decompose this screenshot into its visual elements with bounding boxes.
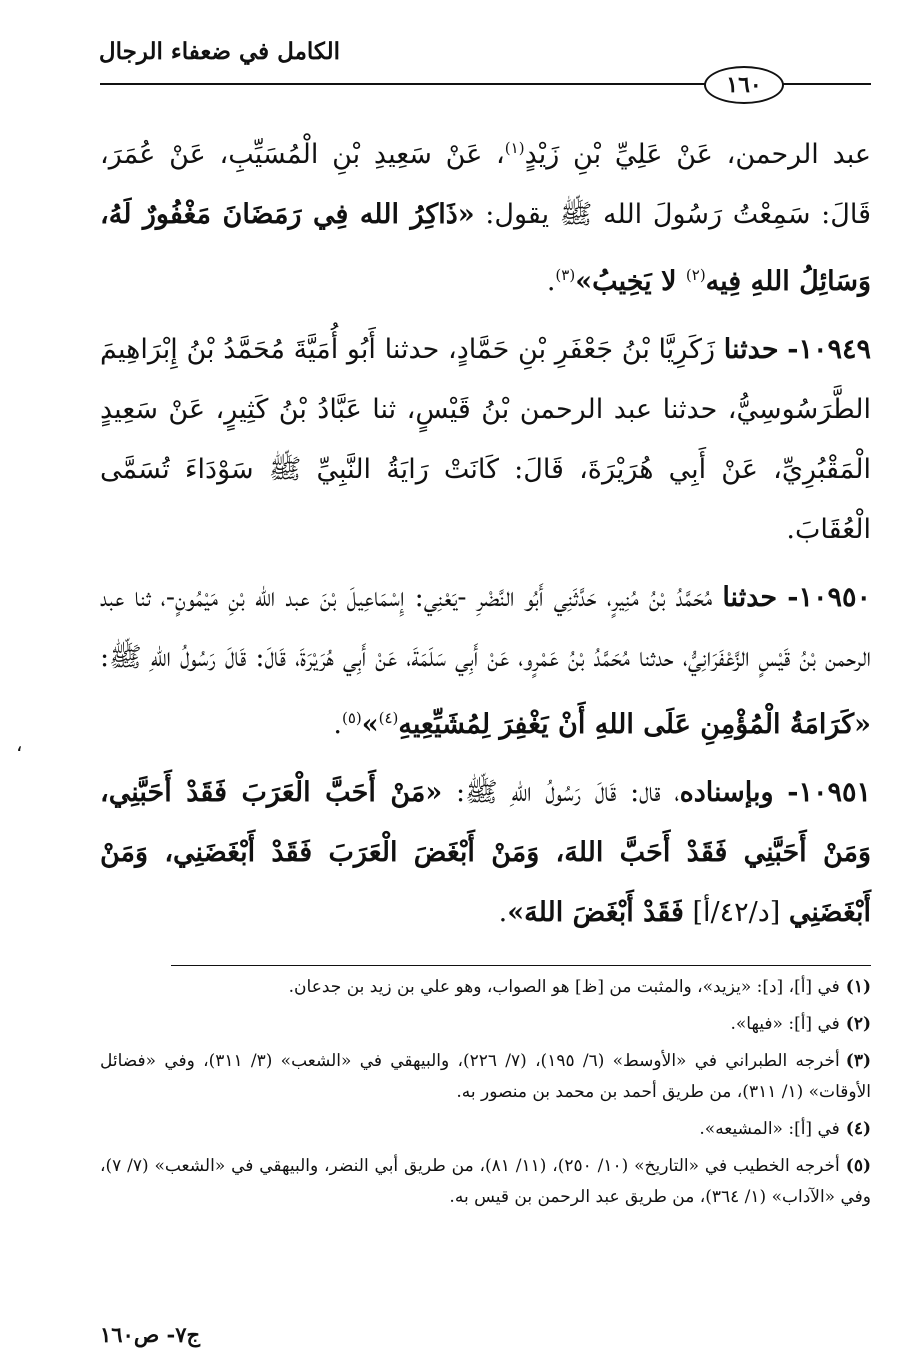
hadith-text: مُحَمَّدُ بْنُ مُنِيرٍ، حَدَّثَنِي أَبُو النَّضْرِ -يَعْنِي: إِسْمَاعِيلَ بْنَ عبد الله بْنِ مَيْمُونٍ-، ثنا عبد الرحمن بْنُ قَيْسٍ الزَّعْفَرَانِيُّ، حدثنا مُحَمَّدُ بْنُ عَمْرٍو، عَنْ أَبِي سَلَمَةَ، عَنْ أَبِي هُرَيْرَةَ، قَالَ: قَالَ رَسُولُ اللهِ ﷺ: bbox=[100, 582, 871, 673]
paragraph-continuation bbox=[100, 118, 871, 312]
hadith-text: زَكَرِيَّا بْنُ جَعْفَرِ بْنِ حَمَّادٍ، حدثنا أَبُو أُمَيَّةَ مُحَمَّدُ بْنُ إِبْرَاهِيمَ الطَّرَسُوسِيُّ، حدثنا عبد الرحمن بْنُ قَيْسٍ، ثنا عَبَّادُ بْنُ كَثِيرٍ، عَنْ سَعِيدٍ الْمَقْبُرِيِّ، عَنْ أَبِي هُرَيْرَةَ، قَالَ: كَانَتْ رَايَةُ النَّبِيِّ ﷺ سَوْدَاءَ تُسَمَّى الْعُقَابَ. bbox=[100, 334, 871, 545]
footnote bbox=[100, 972, 871, 1003]
folio-ref: [د/٤٢/أ] bbox=[683, 897, 789, 928]
margin-mark: ، bbox=[16, 732, 23, 756]
hadith-number: ١٠٩٥٠- bbox=[787, 582, 871, 613]
hadith-text: ، قال: قَالَ رَسُولُ اللهِ ﷺ: bbox=[442, 777, 680, 808]
footnote-text: في [أ]، [د]: «يزيد»، والمثبت من [ظ] هو الصواب، وهو علي بن زيد بن جدعان. bbox=[288, 977, 840, 997]
footnotes bbox=[100, 972, 871, 1219]
hadith-10949 bbox=[100, 320, 871, 560]
hadith-10951 bbox=[100, 763, 871, 943]
narration-keyword: حدثنا bbox=[723, 334, 779, 365]
hadith-quote-end: فَقَدْ أَبْغَضَ اللهَ» bbox=[507, 897, 684, 928]
narration-keyword: حدثنا bbox=[722, 582, 778, 613]
footnote-ref: (٥) bbox=[341, 709, 362, 727]
footnote-ref: (٢) bbox=[685, 266, 706, 284]
footnote bbox=[100, 1009, 871, 1040]
hadith-quote: «ذَاكِرُ الله فِي رَمَضَانَ مَغْفُورٌ لَهُ، وَسَائِلُ اللهِ فِيه bbox=[100, 199, 871, 297]
hadith-quote-end: لا يَخِيبُ» bbox=[575, 266, 686, 297]
footnote-ref: (٤) bbox=[378, 709, 399, 727]
running-title: الكامل في ضعفاء الرجال bbox=[98, 38, 340, 65]
footnote-number: (١) bbox=[845, 977, 871, 997]
text-tail: . bbox=[498, 897, 508, 928]
hadith-quote-end: » bbox=[361, 709, 379, 740]
footnote-number: (٣) bbox=[845, 1051, 872, 1071]
footnote-ref: (٣) bbox=[555, 266, 576, 284]
footnote-number: (٢) bbox=[845, 1014, 871, 1034]
hadith-quote: «كَرَامَةُ الْمُؤْمِنِ عَلَى اللهِ أَنْ يَغْفِرَ لِمُشَيِّعِيهِ bbox=[398, 709, 871, 740]
footnote bbox=[100, 1151, 871, 1213]
footnote-ref: (١) bbox=[504, 139, 525, 157]
text-segment: عبد الرحمن، عَنْ عَلِيِّ بْنِ زَيْدٍ bbox=[524, 139, 872, 170]
narration-keyword: وبإسناده bbox=[679, 777, 774, 808]
hadith-number: ١٠٩٤٩- bbox=[787, 334, 871, 365]
footnote-text: أخرجه الطبراني في «الأوسط» (٦/ ١٩٥)، (٧/ ٢٢٦)، والبيهقي في «الشعب» (٣/ ٣١١)، وفي «فضائل الأوقات» (١/ ٣١١)، من طريق أحمد بن محمد بن منصور به. bbox=[100, 1051, 871, 1102]
footnote bbox=[100, 1046, 871, 1108]
hadith-10950 bbox=[100, 568, 871, 755]
text-tail: . bbox=[333, 709, 342, 740]
text-tail: . bbox=[546, 266, 556, 297]
footnote-number: (٥) bbox=[845, 1156, 871, 1176]
hadith-quote: «مَنْ أَحَبَّ الْعَرَبَ فَقَدْ أَحَبَّنِي، وَمَنْ أَحَبَّنِي فَقَدْ أَحَبَّ اللهَ، وَمَنْ أَبْغَضَ الْعَرَبَ فَقَدْ أَبْغَضَنِي، وَمَنْ أَبْغَضَنِي bbox=[100, 777, 871, 928]
footnote-number: (٤) bbox=[845, 1119, 871, 1139]
text-segment: ، عَنْ سَعِيدِ بْنِ الْمُسَيِّبِ، عَنْ عُمَرَ، قَالَ: سَمِعْتُ رَسُولَ الله ﷺ يقول: bbox=[100, 139, 871, 230]
hadith-number: ١٠٩٥١- bbox=[787, 777, 871, 808]
footnote-text: في [أ]: «فيها». bbox=[730, 1014, 840, 1034]
page-number: ١٦٠ bbox=[704, 66, 784, 104]
footnote-separator bbox=[171, 965, 871, 966]
page-footer-ref: ج٧- ص١٦٠ bbox=[100, 1322, 201, 1347]
footnote bbox=[100, 1114, 871, 1145]
footnote-text: في [أ]: «المشيعه». bbox=[699, 1119, 840, 1139]
body-text bbox=[100, 118, 871, 943]
footnote-text: أخرجه الخطيب في «التاريخ» (١٠/ ٢٥٠)، (١١/ ٨١)، من طريق أبي النضر، والبيهقي في «الشعب» (٧/ ٧)، وفي «الآداب» (١/ ٣٦٤)، من طريق عبد الرحمن بن قيس به. bbox=[100, 1156, 871, 1207]
